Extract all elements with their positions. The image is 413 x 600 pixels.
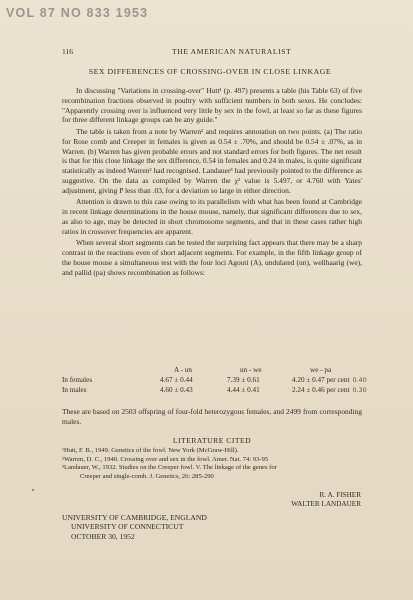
author-name: R. A. FISHER bbox=[319, 491, 361, 499]
paragraph: Attention is drawn to this case owing to its parallelism with what has been found at Cambridge in recent linkage determinations in the house mouse, namely, that significant differences due to sex, as also to age, may be detected in short chromosome segments, and that in these cases rather high ratios in crossover frequencies are apparent. bbox=[62, 197, 362, 236]
table-cell: 4.67 ± 0.44 bbox=[160, 376, 193, 384]
table-cell-value: 4.20 ± 0.47 per cent bbox=[292, 376, 350, 384]
address-block bbox=[62, 513, 207, 541]
volume-stamp: VOL 87 NO 833 1953 bbox=[6, 6, 149, 20]
reference-item: Creeper and single-comb. J. Genetics, 26: 285-290 bbox=[80, 472, 214, 480]
address-line: UNIVERSITY OF CAMBRIDGE, ENGLAND bbox=[62, 513, 207, 522]
table-cell bbox=[292, 386, 367, 394]
reference-item: ¹Hutt, F. B., 1949. Genetics of the fowl. New York (McGraw-Hill). bbox=[62, 447, 239, 454]
paragraph: The table is taken from a note by Warren² and requires annotation on two points. (a) The ratio for Rose comb and Creeper in females is given as 0.54 ± .70%, and should be 0.54 ± .07%, as in Warren. (b) Warren has given probable errors and not standard errors for both figures. The net result is that for this close linkage the sex difference, 0.54 in females and 0.24 in males, is quite significant statistically as indeed Warren² had recognised. Landauer³ had previously pointed to the difference as suggestive. On the data as compiled by Warren the χ² value is 5.497, or 4.760 with Yates' adjustment, giving P less than .03, for a deviation so large in either direction. bbox=[62, 127, 362, 195]
table-cell-value: 2.24 ± 0.46 per cent bbox=[292, 386, 350, 394]
reference-item: ²Warren, D. C., 1940. Crossing over and sex in the fowl. Amer. Nat. 74: 93-95 bbox=[62, 455, 269, 463]
table-row bbox=[62, 386, 382, 396]
article-body bbox=[62, 86, 362, 277]
reference-list bbox=[62, 447, 362, 481]
table-header: un - we bbox=[240, 366, 262, 374]
article-title: SEX DIFFERENCES OF CROSSING-OVER IN CLOSE LINKAGE bbox=[88, 67, 332, 76]
page-number: 116 bbox=[62, 47, 74, 56]
margin-mark bbox=[32, 489, 34, 491]
table-header: we - pa bbox=[310, 366, 332, 374]
table-cell: 7.39 ± 0.61 bbox=[227, 376, 260, 384]
handwritten-note: 0.30 bbox=[352, 386, 367, 394]
address-line: OCTOBER 30, 1952 bbox=[71, 531, 135, 541]
row-label: In females bbox=[62, 376, 93, 384]
signature-block bbox=[271, 491, 361, 510]
author-name: WALTER LANDAUER bbox=[291, 500, 361, 509]
literature-heading: LITERATURE CITED bbox=[172, 436, 252, 445]
row-label: In males bbox=[62, 386, 87, 394]
table-row bbox=[62, 376, 382, 386]
paragraph: These are based on 2503 offspring of four-fold heterozygous females, and 2499 from corresponding males. bbox=[62, 407, 362, 426]
table-cell bbox=[292, 376, 367, 384]
handwritten-note: 0.40 bbox=[352, 376, 367, 384]
recombination-table bbox=[62, 366, 382, 396]
paragraph: In discussing "Variations in crossing-over" Hutt¹ (p. 497) presents a table (his Table 63) of five recombination fractions observed in poultry with sufficient numbers in both sexes. He concludes: "Apparently crossing over is influenced very little by sex in the fowl, at least so far as these figures for three different linkage groups can be any guide." bbox=[62, 86, 362, 125]
running-title: THE AMERICAN NATURALIST bbox=[172, 47, 292, 56]
closing-text bbox=[62, 407, 362, 427]
address-line: UNIVERSITY OF CONNECTICUT bbox=[71, 522, 184, 532]
paragraph: When several short segments can be tested the surprising fact appears that there may be a sharp contrast in the reactions even of short adjacent segments. For example, in the fifth linkage group of the house mouse a simultaneous test with the four loci Agouti (A), undulated (un), wellhaarig (we), and pallid (pa) shows recombination as follows: bbox=[62, 238, 362, 277]
table-cell: 4.60 ± 0.43 bbox=[160, 386, 193, 394]
table-header: A - un bbox=[174, 366, 192, 374]
reference-item: ³Landauer, W., 1932. Studies on the Creeper fowl. V. The linkage of the genes for bbox=[62, 464, 277, 472]
table-header-row bbox=[62, 366, 382, 376]
table-cell: 4.44 ± 0.41 bbox=[227, 386, 260, 394]
